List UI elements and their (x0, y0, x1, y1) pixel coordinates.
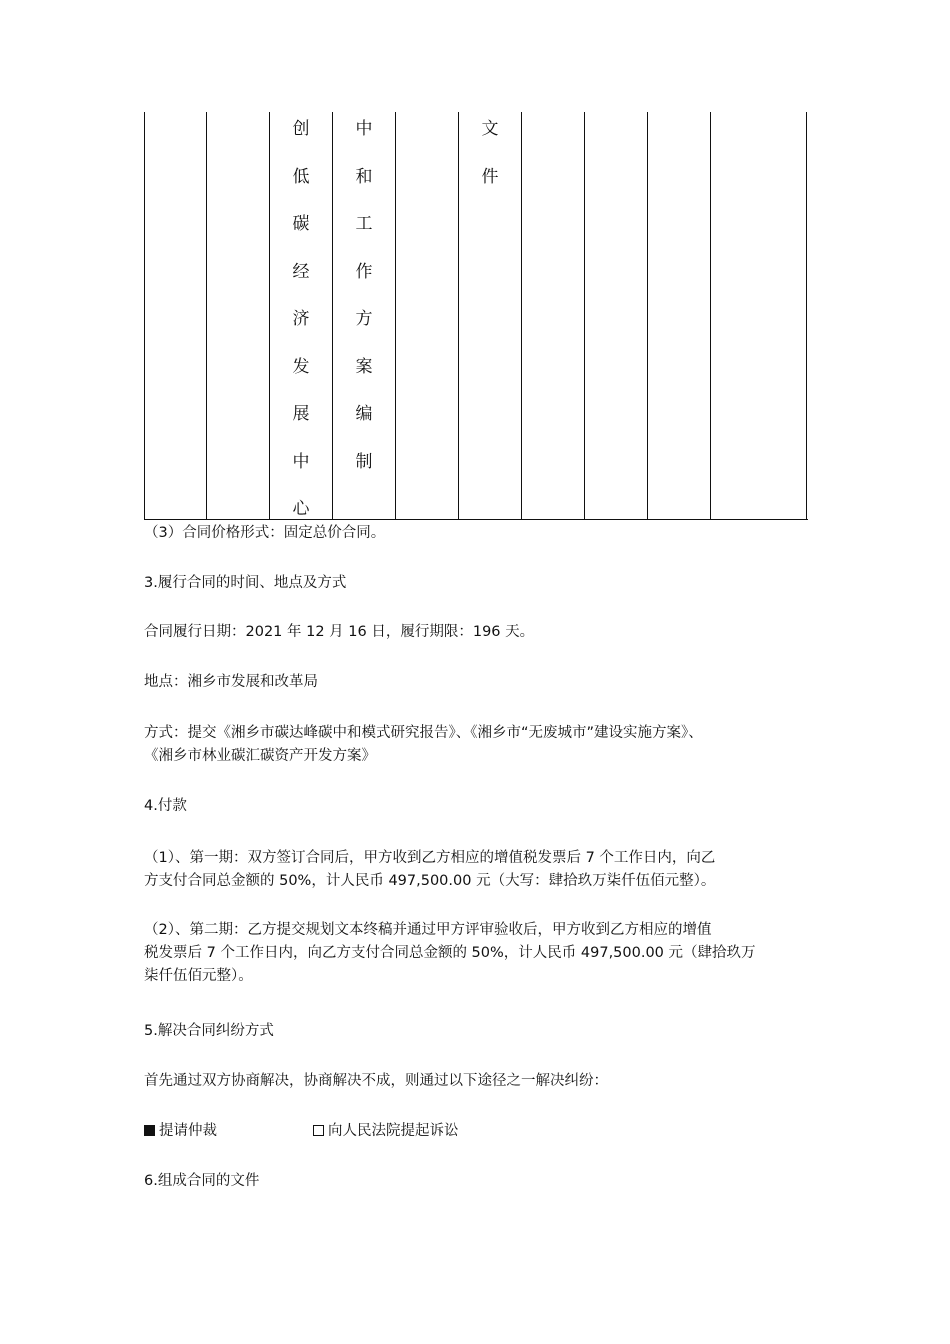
table-cell-char: 创 (292, 119, 310, 139)
table-cell-char: 文 (481, 119, 499, 139)
payment-phase-2-line-2: 税发票后 7 个工作日内，向乙方支付合同总金额的 50%，计人民币 497,500.00 元（肆拾玖万 (144, 945, 756, 961)
table-cell-char: 方 (355, 309, 373, 329)
section-4-title: 4.付款 (144, 798, 187, 814)
table-border (806, 112, 807, 520)
section-3-title: 3.履行合同的时间、地点及方式 (144, 575, 347, 591)
option-court[interactable] (313, 1120, 459, 1143)
dispute-intro: 首先通过双方协商解决，协商解决不成，则通过以下途径之一解决纠纷： (144, 1073, 608, 1089)
payment-phase-2-line-3: 柒仟伍佰元整）。 (144, 968, 253, 984)
table-cell-char: 中 (292, 451, 310, 472)
checkbox-arbitration-icon[interactable] (144, 1125, 155, 1136)
section-5-title: 5.解决合同纠纷方式 (144, 1023, 274, 1039)
contract-table (144, 112, 808, 520)
table-cell-char: 工 (355, 214, 373, 234)
price-form-line: （3）合同价格形式：固定总价合同。 (144, 525, 386, 541)
table-cell-deliverable (459, 114, 521, 209)
table-bottom-border (144, 519, 808, 520)
performance-location: 地点：湘乡市发展和改革局 (144, 674, 318, 690)
performance-date: 合同履行日期：2021 年 12 月 16 日，履行期限：196 天。 (144, 624, 535, 640)
table-cell-char: 件 (481, 166, 499, 187)
table-cell-agency (270, 114, 332, 542)
table-border (144, 112, 145, 520)
table-border (206, 112, 207, 520)
table-border (647, 112, 648, 520)
table-cell-char: 编 (355, 404, 373, 424)
table-cell-char: 低 (292, 166, 310, 187)
table-border (710, 112, 711, 520)
payment-phase-1-line-1: （1）、第一期：双方签订合同后，甲方收到乙方相应的增值税发票后 7 个工作日内，向乙 (144, 850, 716, 866)
table-cell-char: 案 (355, 356, 373, 377)
table-border (521, 112, 522, 520)
table-cell-char: 展 (292, 404, 310, 424)
method-line-2: 《湘乡市林业碳汇碳资产开发方案》 (144, 748, 376, 764)
table-cell-char: 心 (292, 499, 310, 519)
method-line-1: 方式：提交《湘乡市碳达峰碳中和模式研究报告》、《湘乡市“无废城市”建设实施方案》、 (144, 725, 703, 741)
section-6-title: 6.组成合同的文件 (144, 1173, 260, 1189)
table-cell-char: 发 (292, 356, 310, 377)
payment-phase-2 (144, 919, 816, 988)
table-cell-char: 和 (355, 166, 373, 187)
table-cell-char: 经 (292, 261, 310, 282)
table-cell-char: 济 (292, 309, 310, 329)
option-arbitration[interactable] (144, 1120, 217, 1143)
table-border (584, 112, 585, 520)
performance-method (144, 722, 824, 768)
table-border (395, 112, 396, 520)
option-court-label: 向人民法院提起诉讼 (328, 1123, 459, 1139)
payment-phase-1 (144, 847, 816, 893)
option-arbitration-label: 提请仲裁 (159, 1123, 217, 1139)
table-cell-char: 碳 (292, 214, 310, 234)
payment-phase-1-line-2: 方支付合同总金额的 50%，计人民币 497,500.00 元（大写：肆拾玖万柒仟伍佰元整）。 (144, 873, 716, 889)
table-cell-char: 中 (355, 119, 373, 139)
table-cell-project (333, 114, 395, 494)
payment-phase-2-line-1: （2）、第二期：乙方提交规划文本终稿并通过甲方评审验收后，甲方收到乙方相应的增值 (144, 922, 712, 938)
checkbox-court-icon[interactable] (313, 1125, 324, 1136)
table-cell-char: 制 (355, 451, 373, 472)
table-cell-char: 作 (355, 261, 373, 282)
